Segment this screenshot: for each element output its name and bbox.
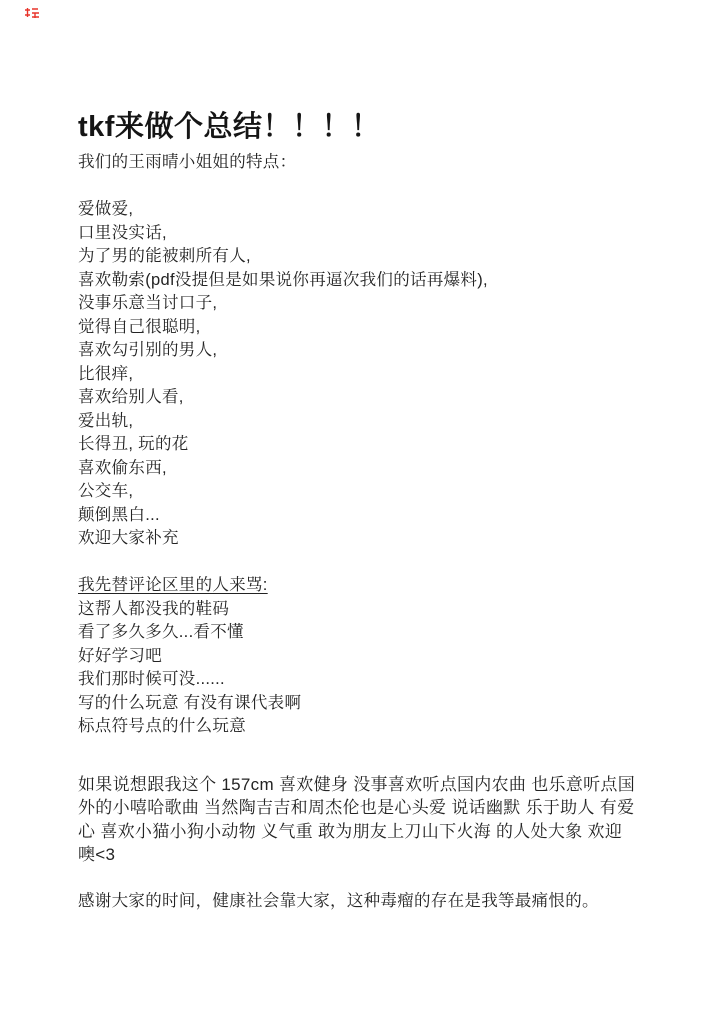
trait-line: 喜欢给别人看, [78,388,184,406]
trait-line: 口里没实话, [78,223,167,242]
trait-line: 颠倒黑白... [78,505,160,524]
trait-line: 喜欢勒索(pdf没提但是如果说你再逼次我们的话再爆料), [78,270,488,289]
comment-line: 这帮人都没我的鞋码 [78,599,230,618]
comment-line: 好好学习吧 [78,646,162,665]
trait-line: 比很痒, [78,364,134,383]
trait-line: 为了男的能被刺所有人, [78,247,251,265]
trait-line: 喜欢偷东西, [78,458,167,477]
closing-line: 感谢大家的时间，健康社会靠大家，这种毒瘤的存在是我等最痛恨的。 [78,892,599,910]
trait-line: 长得丑, 玩的花 [78,435,189,453]
blank-line [78,551,663,575]
about-paragraph-line: 噢<3 [78,845,116,864]
blank-line [78,175,663,199]
comment-section-heading: 我先替评论区里的人来骂: [78,576,268,594]
trait-line: 觉得自己很聪明, [78,317,201,336]
trait-line: 没事乐意当讨口子, [78,294,218,312]
trait-line: 爱做爱, [78,200,134,218]
red-watermark-icon [23,6,41,18]
trait-line: 公交车, [78,482,134,500]
trait-line: 欢迎大家补充 [78,529,179,547]
page-title: tkf来做个总结！！！！ [78,111,381,143]
blank-line [78,867,663,891]
section-gap [78,739,663,773]
subtitle: 我们的王雨晴小姐姐的特点： [78,153,297,171]
comment-line: 写的什么玩意 有没有课代表啊 [78,693,302,712]
trait-line: 喜欢勾引别的男人, [78,341,218,359]
trait-line: 爱出轨, [78,411,134,430]
comment-line: 看了多久多久...看不懂 [78,623,244,641]
about-paragraph-line: 心 喜欢小猫小狗小动物 义气重 敢为朋友上刀山下火海 的人处大象 欢迎 [78,821,623,841]
about-paragraph [78,773,663,867]
comment-line: 我们那时候可没...... [78,670,225,688]
about-paragraph-line: 外的小嘻哈歌曲 当然陶吉吉和周杰伦也是心头爱 说话幽默 乐于助人 有爱 [78,798,635,817]
comment-line: 标点符号点的什么玩意 [78,717,246,735]
document-body [78,108,663,914]
about-paragraph-line: 如果说想跟我这个 157cm 喜欢健身 没事喜欢听点国内农曲 也乐意听点国 [78,774,636,794]
